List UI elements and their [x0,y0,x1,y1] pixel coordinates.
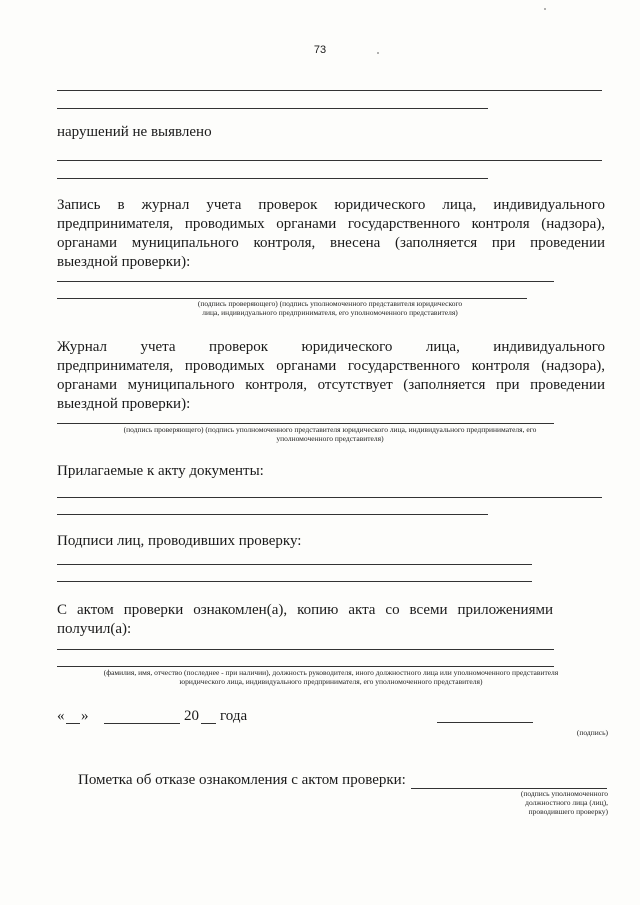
signature-line [57,423,554,424]
signature-caption: (подпись проверяющего) (подпись уполномоченного представителя юридического лица, индивидуального предпринимателя, его уполномоченного представителя) [197,299,463,317]
paragraph-line: Запись в журнал учета проверок юридического лица, индивидуального [57,197,605,213]
paragraph-line: органами муниципального контроля, внесена (заполняется при проведении [57,235,605,251]
blank-line [57,108,488,109]
paragraph-line: С актом проверки ознакомлен(а), копию акта со всеми приложениями [57,602,553,618]
scan-speck [544,8,546,10]
inspectors-signatures-label: Подписи лиц, проводивших проверку: [57,533,302,549]
signature-caption: (фамилия, имя, отчество (последнее - при наличии), должность руководителя, иного должностного лица или уполномоченного представителя юридического лица, индивидуального предпринимателя, его уполномоченного представителя) [103,668,559,686]
signature-line [57,666,554,667]
blank-line [57,178,488,179]
blank-line [57,281,554,282]
paragraph-line: получил(а): [57,621,132,637]
paragraph-line: выездной проверки): [57,396,191,412]
signature-caption: (подпись проверяющего) (подпись уполномоченного представителя юридического лица, индивидуального предпринимателя, его уполномоченного представителя) [123,425,537,443]
refusal-label: Пометка об отказе ознакомления с актом проверки: [78,772,406,788]
paragraph-line: Журнал учета проверок юридического лица, индивидуального [57,339,605,355]
refusal-signature-caption: (подпись уполномоченного должностного лица (лиц), проводившего проверку) [520,789,608,816]
paragraph-line: предпринимателя, проводимых органами государственного контроля (надзора), [57,216,605,232]
blank-line [57,514,488,515]
acknowledgement-paragraph [57,601,553,639]
no-violations-text: нарушений не выявлено [57,124,212,140]
journal-absent-paragraph [57,338,605,414]
journal-entry-paragraph [57,196,605,272]
paragraph-line: предпринимателя, проводимых органами государственного контроля (надзора), [57,358,605,374]
blank-line [57,497,602,498]
year-suffix: года [220,708,248,724]
paragraph-line: выездной проверки): [57,254,191,270]
signature-line [437,722,533,723]
blank-line [57,160,602,161]
blank-line [57,649,554,650]
year-blank [201,723,216,724]
date-close-quote: » [81,708,89,724]
month-blank [104,723,180,724]
signature-line [57,564,532,565]
signature-line [57,581,532,582]
page-number: 73 [313,44,327,56]
signature-caption: (подпись) [576,728,608,737]
blank-line [57,90,602,91]
attached-documents-label: Прилагаемые к акту документы: [57,463,264,479]
date-open-quote: « [57,708,65,724]
year-prefix: 20 [184,708,199,724]
paragraph-line: органами муниципального контроля, отсутствует (заполняется при проведении [57,377,605,393]
day-blank [66,723,80,724]
